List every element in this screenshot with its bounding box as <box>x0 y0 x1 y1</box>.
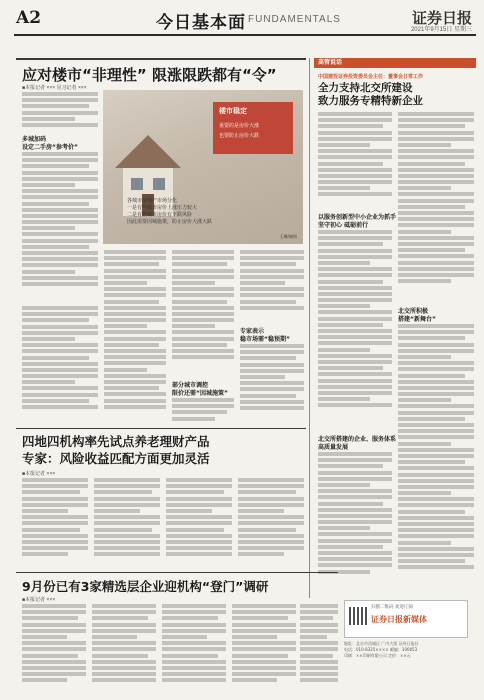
sidebar-body-col2-a <box>398 112 474 302</box>
middle-body-col4 <box>238 478 304 568</box>
caption-line-4: 因此需要因城施策，防止房价大涨大跌 <box>127 219 213 225</box>
middle-headline-line-2: 专家：风险收益匹配方面更加灵活 <box>22 451 210 466</box>
lead-headline: 应对楼市“非理性” 限涨限跌都有“令” <box>22 66 277 84</box>
lead-body-col4-b <box>240 344 304 424</box>
illustration-caption <box>127 198 287 226</box>
illustration-credit: 王琳/制图 <box>279 234 297 239</box>
sidebar-subhead-6: 高质量发展 <box>318 444 349 451</box>
middle-byline: ■本报记者 ××× <box>22 471 56 477</box>
lead-subhead-6: 限价还需“因城施策” <box>172 390 228 397</box>
publication-date: 2021年9月15日 星期三 <box>410 27 472 33</box>
subscribe-promo[interactable] <box>344 600 468 638</box>
newspaper-logo: 证券日报 <box>411 9 472 27</box>
bottom-body-col4 <box>232 604 296 692</box>
lead-illustration <box>103 90 303 244</box>
sidebar-subhead-5: 北交所搭建的企业、服务体系 <box>318 436 397 443</box>
sidebar-subhead-4: 搭建“新舞台” <box>398 316 436 323</box>
middle-body-col2 <box>94 478 160 568</box>
bottom-top-rule <box>16 572 338 573</box>
stamp-line-1: 重要的是房价大涨 <box>219 123 260 129</box>
bottom-byline: ■本报记者 ××× <box>22 597 56 603</box>
footer-line-2: 电话：010-8325×××× 邮编：100053 <box>344 647 418 652</box>
lead-subhead-1: 多城加码 <box>22 136 47 143</box>
sidebar-body-col1-a <box>318 112 392 208</box>
sidebar-subhead-1: 以服务创新型中小企业为抓手 <box>318 214 397 221</box>
page-footer <box>344 641 474 659</box>
stamp-line-2: 也要防止房价大跌 <box>219 133 260 139</box>
qr-code-icon[interactable] <box>349 607 367 625</box>
footer-line-3: 印刷：××印刷有限公司 定价：××元 <box>344 653 411 658</box>
sidebar-headline-line-1: 全力支持北交所建设 <box>318 82 413 94</box>
lead-body-col1-b <box>22 152 98 302</box>
lead-body-col2 <box>104 250 166 424</box>
section-title: 今日基本面 <box>156 13 246 33</box>
promo-title: 证券日报新媒体 <box>371 615 427 624</box>
sidebar-subhead-2: 坚守初心 砥砺前行 <box>318 222 369 229</box>
column-divider <box>309 58 310 598</box>
lead-body-col4-a <box>240 250 304 322</box>
middle-top-rule <box>16 428 306 429</box>
caption-line-2: 一是有些城市房价上涨压力较大 <box>127 205 198 211</box>
middle-body-col3 <box>166 478 232 568</box>
lead-body-col3-b <box>172 398 234 424</box>
illustration-stamp <box>213 102 293 154</box>
caption-line-1: 各城市房地产市场分化 <box>127 198 178 204</box>
lead-subhead-5: 部分城市调控 <box>172 382 209 389</box>
bottom-body-col2 <box>92 604 156 692</box>
lead-byline: ■本报记者 ××× 见习记者 ××× <box>22 85 87 91</box>
lead-body-col1-a <box>22 92 98 132</box>
lead-subhead-2: 设定二手房“参考价” <box>22 144 78 151</box>
stamp-title: 楼市稳定 <box>219 107 247 115</box>
middle-body-col1 <box>22 478 88 568</box>
section-title-en: FUNDAMENTALS <box>248 14 341 25</box>
sidebar-subhead-3: 北交所积极 <box>398 308 429 315</box>
middle-headline <box>22 433 210 467</box>
sidebar-headline <box>318 82 423 108</box>
lead-top-rule <box>16 58 306 60</box>
middle-headline-line-1: 四地四机构率先试点养老理财产品 <box>22 434 210 449</box>
sidebar-tag: 高管说话 <box>318 59 343 66</box>
bottom-body-col1 <box>22 604 86 692</box>
lead-subhead-4: 稳市场需“稳预期” <box>240 336 290 343</box>
sidebar-body-col1-b <box>318 230 392 430</box>
bottom-body-col5 <box>300 604 338 692</box>
bottom-body-col3 <box>162 604 226 692</box>
sidebar-kicker: 中国建投证券投资委员会主任：董事会日常工作 <box>318 74 424 80</box>
lead-body-col1-c <box>22 306 98 424</box>
caption-line-3: 二是有些城市房价有下跌风险 <box>127 212 193 218</box>
page-number: A2 <box>16 8 42 28</box>
lead-body-col3 <box>172 250 234 376</box>
promo-caption: 扫描二维码 欢迎订阅 <box>371 605 413 610</box>
bottom-headline: 9月份已有3家精选层企业迎机构“登门”调研 <box>22 579 269 594</box>
masthead <box>14 6 476 36</box>
sidebar-headline-line-2: 致力服务专精特新企业 <box>318 95 423 107</box>
lead-subhead-3: 专家表示 <box>240 328 265 335</box>
footer-line-1: 地址：北京市西城区 广内大街 证券日报社 <box>344 641 419 646</box>
sidebar-body-col2-b <box>398 324 474 594</box>
